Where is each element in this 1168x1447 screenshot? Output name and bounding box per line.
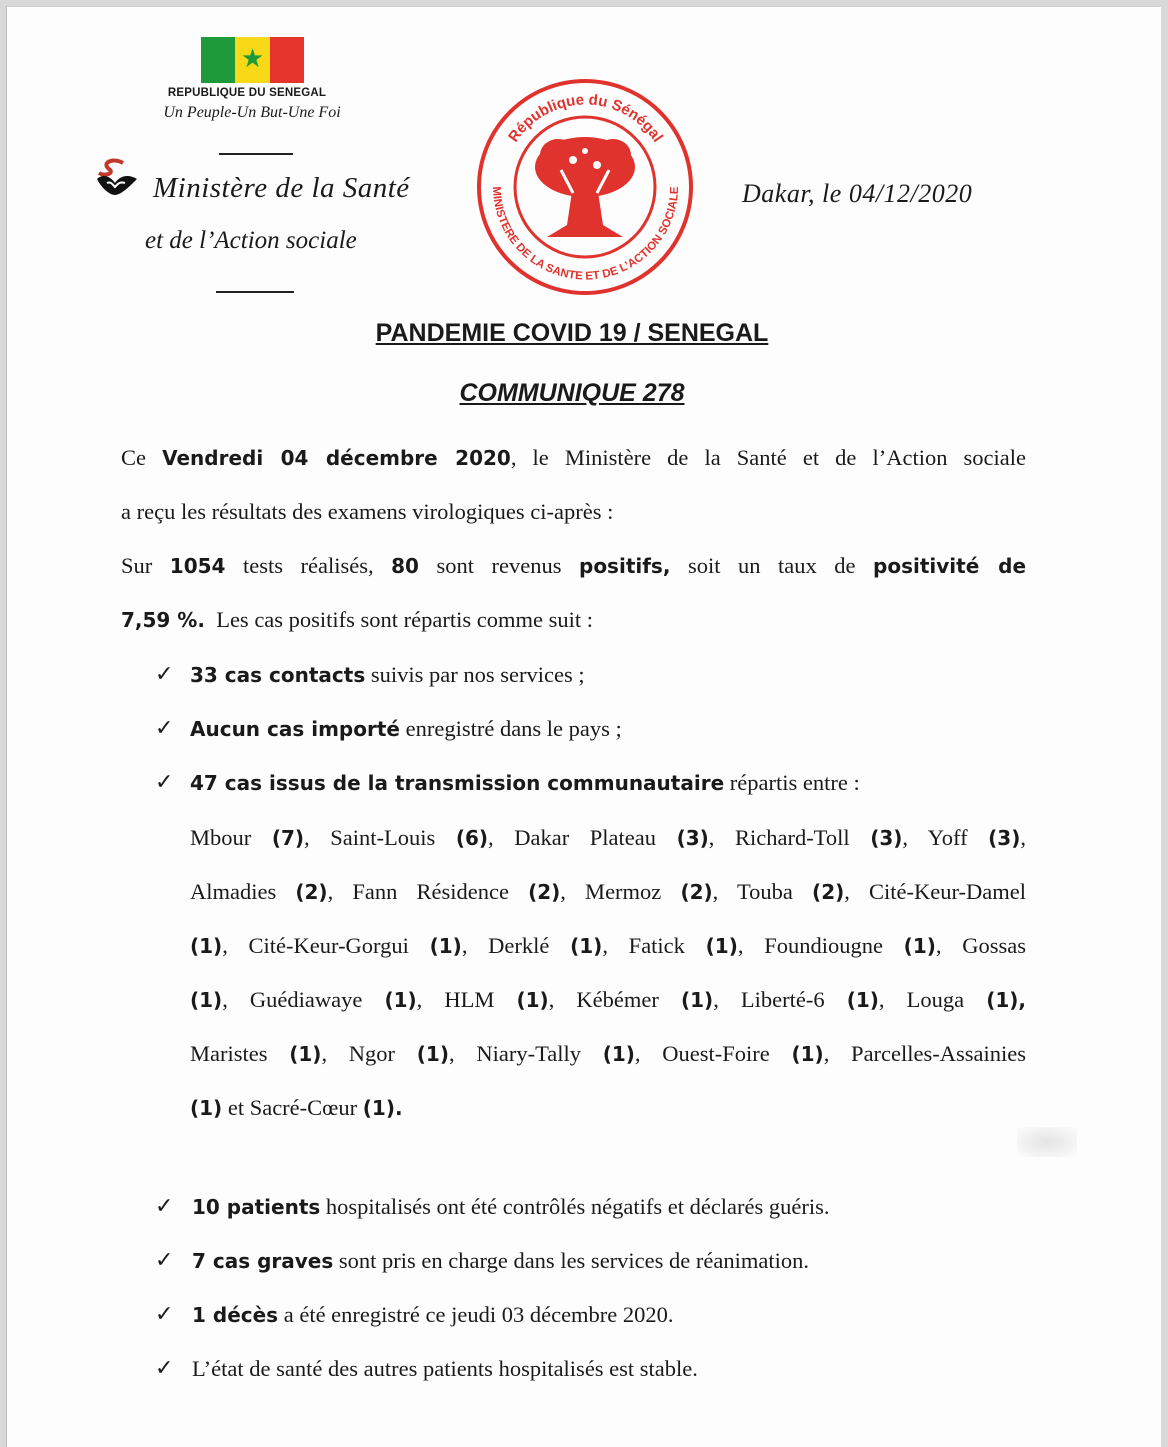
ministry-name-line2: et de l’Action sociale — [145, 227, 357, 254]
locality-line: (1) et Sacré-Cœur (1). — [190, 1095, 403, 1120]
seal-text-bottom: MINISTERE DE LA SANTE ET DE L’ACTION SOCIALE — [489, 186, 682, 283]
locality-line: Almadies (2), Fann Résidence (2), Mermoz (2), Touba (2), Cité-Keur-Damel — [190, 879, 1026, 904]
bullet-item: 10 patients hospitalisés ont été contrôlés négatifs et déclarés guéris. — [192, 1194, 830, 1219]
baobab-tree-icon — [535, 137, 635, 237]
bullet-item: Aucun cas importé enregistré dans le pays ; — [190, 716, 622, 741]
bullet-item: L’état de santé des autres patients hospitalisés est stable. — [192, 1356, 698, 1381]
divider — [216, 291, 294, 293]
locality-line: Mbour (7), Saint-Louis (6), Dakar Plateau (3), Richard-Toll (3), Yoff (3), — [190, 825, 1026, 850]
star-icon: ★ — [240, 44, 265, 74]
intro-line-2: a reçu les résultats des examens virologiques ci-après : — [121, 499, 614, 524]
locality-line: (1), Cité-Keur-Gorgui (1), Derklé (1), Fatick (1), Foundiougne (1), Gossas — [190, 933, 1026, 958]
bullet-item: 1 décès a été enregistré ce jeudi 03 décembre 2020. — [192, 1302, 674, 1327]
divider — [219, 153, 293, 155]
document-page — [6, 6, 1161, 1447]
checkmark-icon: ✓ — [155, 1194, 174, 1219]
locality-line: (1), Guédiawaye (1), HLM (1), Kébémer (1), Liberté-6 (1), Louga (1), — [190, 987, 1027, 1012]
checkmark-icon: ✓ — [155, 662, 174, 687]
scan-smudge — [1017, 1127, 1077, 1157]
checkmark-icon: ✓ — [155, 716, 174, 741]
checkmark-icon: ✓ — [155, 1248, 174, 1273]
official-seal — [473, 75, 698, 300]
checkmark-icon: ✓ — [155, 1356, 174, 1381]
senegal-flag — [201, 37, 304, 83]
bullet-item: 47 cas issus de la transmission communautaire répartis entre : — [190, 770, 860, 795]
checkmark-icon: ✓ — [155, 1302, 174, 1327]
republic-name: REPUBLIQUE DU SENEGAL — [167, 87, 327, 99]
bullet-item: 7 cas graves sont pris en charge dans les services de réanimation. — [192, 1248, 809, 1273]
bullet-item: 33 cas contacts suivis par nos services ; — [190, 662, 585, 687]
locality-line: Maristes (1), Ngor (1), Niary-Tally (1), Ouest-Foire (1), Parcelles-Assainies — [190, 1041, 1027, 1066]
intro-line-1: Ce Vendredi 04 décembre 2020, le Ministère de la Santé et de l’Action sociale — [121, 445, 1026, 470]
intro-line-4: 7,59 %. Les cas positifs sont répartis comme suit : — [121, 607, 594, 632]
page-title: PANDEMIE COVID 19 / SENEGAL — [375, 319, 769, 347]
checkmark-icon: ✓ — [155, 770, 174, 795]
ministry-logo-icon — [93, 157, 141, 197]
document-date: Dakar, le 04/12/2020 — [742, 179, 973, 208]
national-motto: Un Peuple-Un But-Une Foi — [163, 104, 341, 121]
intro-line-3: Sur 1054 tests réalisés, 80 sont revenus positifs, soit un taux de positivité de — [121, 553, 1027, 578]
seal-text-top: République du Sénégal — [505, 91, 667, 146]
ministry-name-line1: Ministère de la Santé — [153, 172, 410, 204]
communique-number: COMMUNIQUE 278 — [459, 379, 685, 407]
